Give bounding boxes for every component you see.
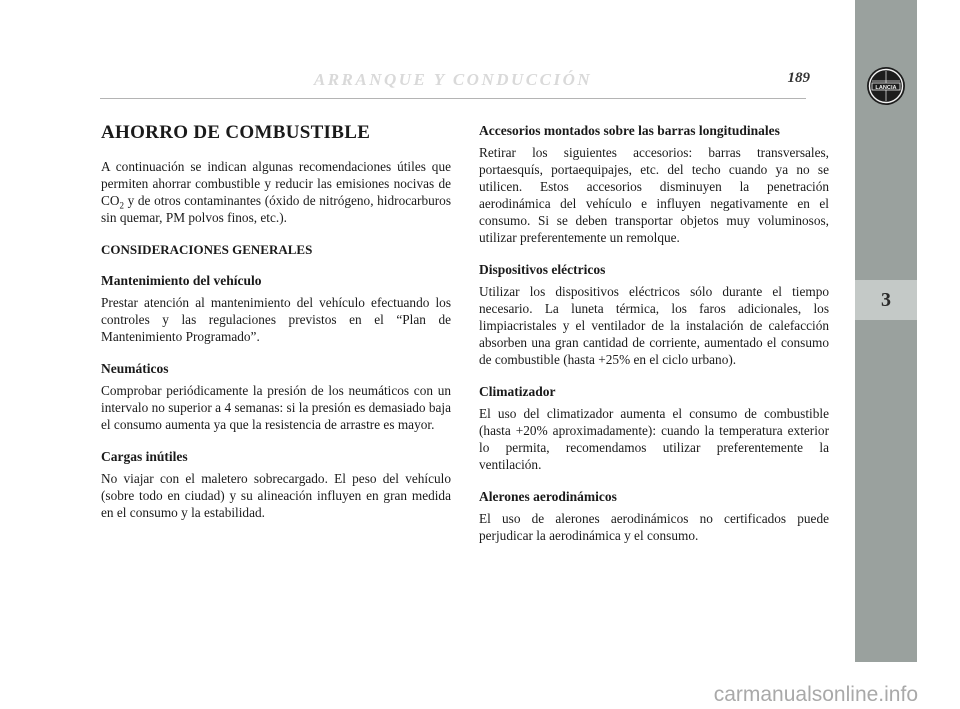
lancia-logo-icon bbox=[866, 66, 906, 106]
left-column bbox=[101, 122, 451, 536]
general-heading: CONSIDERACIONES GENERALES bbox=[101, 242, 313, 257]
section-heading: Neumáticos bbox=[101, 361, 169, 376]
section-heading: Accesorios montados sobre las barras longitudinales bbox=[479, 123, 780, 138]
co2-subscript: 2 bbox=[119, 200, 124, 211]
section-body: Prestar atención al mantenimiento del vehículo efectuando los controles y las regulaciones previstos en el “Plan de Mantenimiento Programado”. bbox=[101, 295, 451, 344]
logo-text: LANCIA bbox=[875, 84, 897, 91]
section-heading: Climatizador bbox=[479, 384, 556, 399]
intro-text-a: A continuación se indican algunas recomendaciones útiles que permiten ahorrar combustible y reducir las emisiones nocivas de CO bbox=[101, 159, 451, 208]
intro-paragraph bbox=[101, 158, 451, 226]
page-number: 189 bbox=[787, 70, 810, 86]
section-body: El uso del climatizador aumenta el consumo de combustible (hasta +20% aproximadamente): cuando la temperatura exterior lo permita, recomendamos utilizar preferentemente la ventilación. bbox=[479, 406, 829, 472]
header-rule bbox=[100, 98, 806, 99]
section-body: No viajar con el maletero sobrecargado. El peso del vehículo (sobre todo en ciudad) y su alineación influyen en gran medida en el consumo y la estabilidad. bbox=[101, 471, 451, 520]
right-column bbox=[479, 122, 829, 559]
section-body: Retirar los siguientes accesorios: barras transversales, portaesquís, portaequipajes, etc. del techo cuando ya no se utilicen. Estos accesorios disminuyen la penetración aerodinámica del vehículo e influyen negativamente en el consumo. Si se deben transportar objetos muy voluminosos, utilizar preferentemente un remolque. bbox=[479, 145, 829, 245]
page-title: AHORRO DE COMBUSTIBLE bbox=[101, 122, 371, 143]
chapter-tab[interactable]: 3 bbox=[855, 280, 917, 320]
section-heading: Alerones aerodinámicos bbox=[479, 489, 617, 504]
chapter-sidebar bbox=[855, 0, 917, 662]
section-heading: Cargas inútiles bbox=[101, 449, 188, 464]
section-heading: Dispositivos eléctricos bbox=[479, 262, 606, 277]
section-body: Comprobar periódicamente la presión de los neumáticos con un intervalo no superior a 4 semanas: si la presión es demasiado baja el consumo aumenta ya que la resistencia de arrastre es mayor. bbox=[101, 383, 451, 432]
section-title: ARRANQUE Y CONDUCCIÓN bbox=[313, 70, 593, 89]
section-body: El uso de alerones aerodinámicos no certificados puede perjudicar la aerodinámica y el consumo. bbox=[479, 511, 829, 543]
section-body: Utilizar los dispositivos eléctricos sólo durante el tiempo necesario. La luneta térmica, los faros adicionales, los limpiacristales y el ventilador de la instalación de calefacción absorben una gran cantidad de corriente, aumentado el consumo de combustible (hasta +25% en el ciclo urbano). bbox=[479, 284, 829, 367]
watermark-link[interactable]: carmanualsonline.info bbox=[713, 683, 918, 706]
intro-text-b: y de otros contaminantes (óxido de nitrógeno, hidrocarburos sin quemar, PM polvos finos, etc.). bbox=[101, 193, 451, 225]
section-heading: Mantenimiento del vehículo bbox=[101, 273, 262, 288]
